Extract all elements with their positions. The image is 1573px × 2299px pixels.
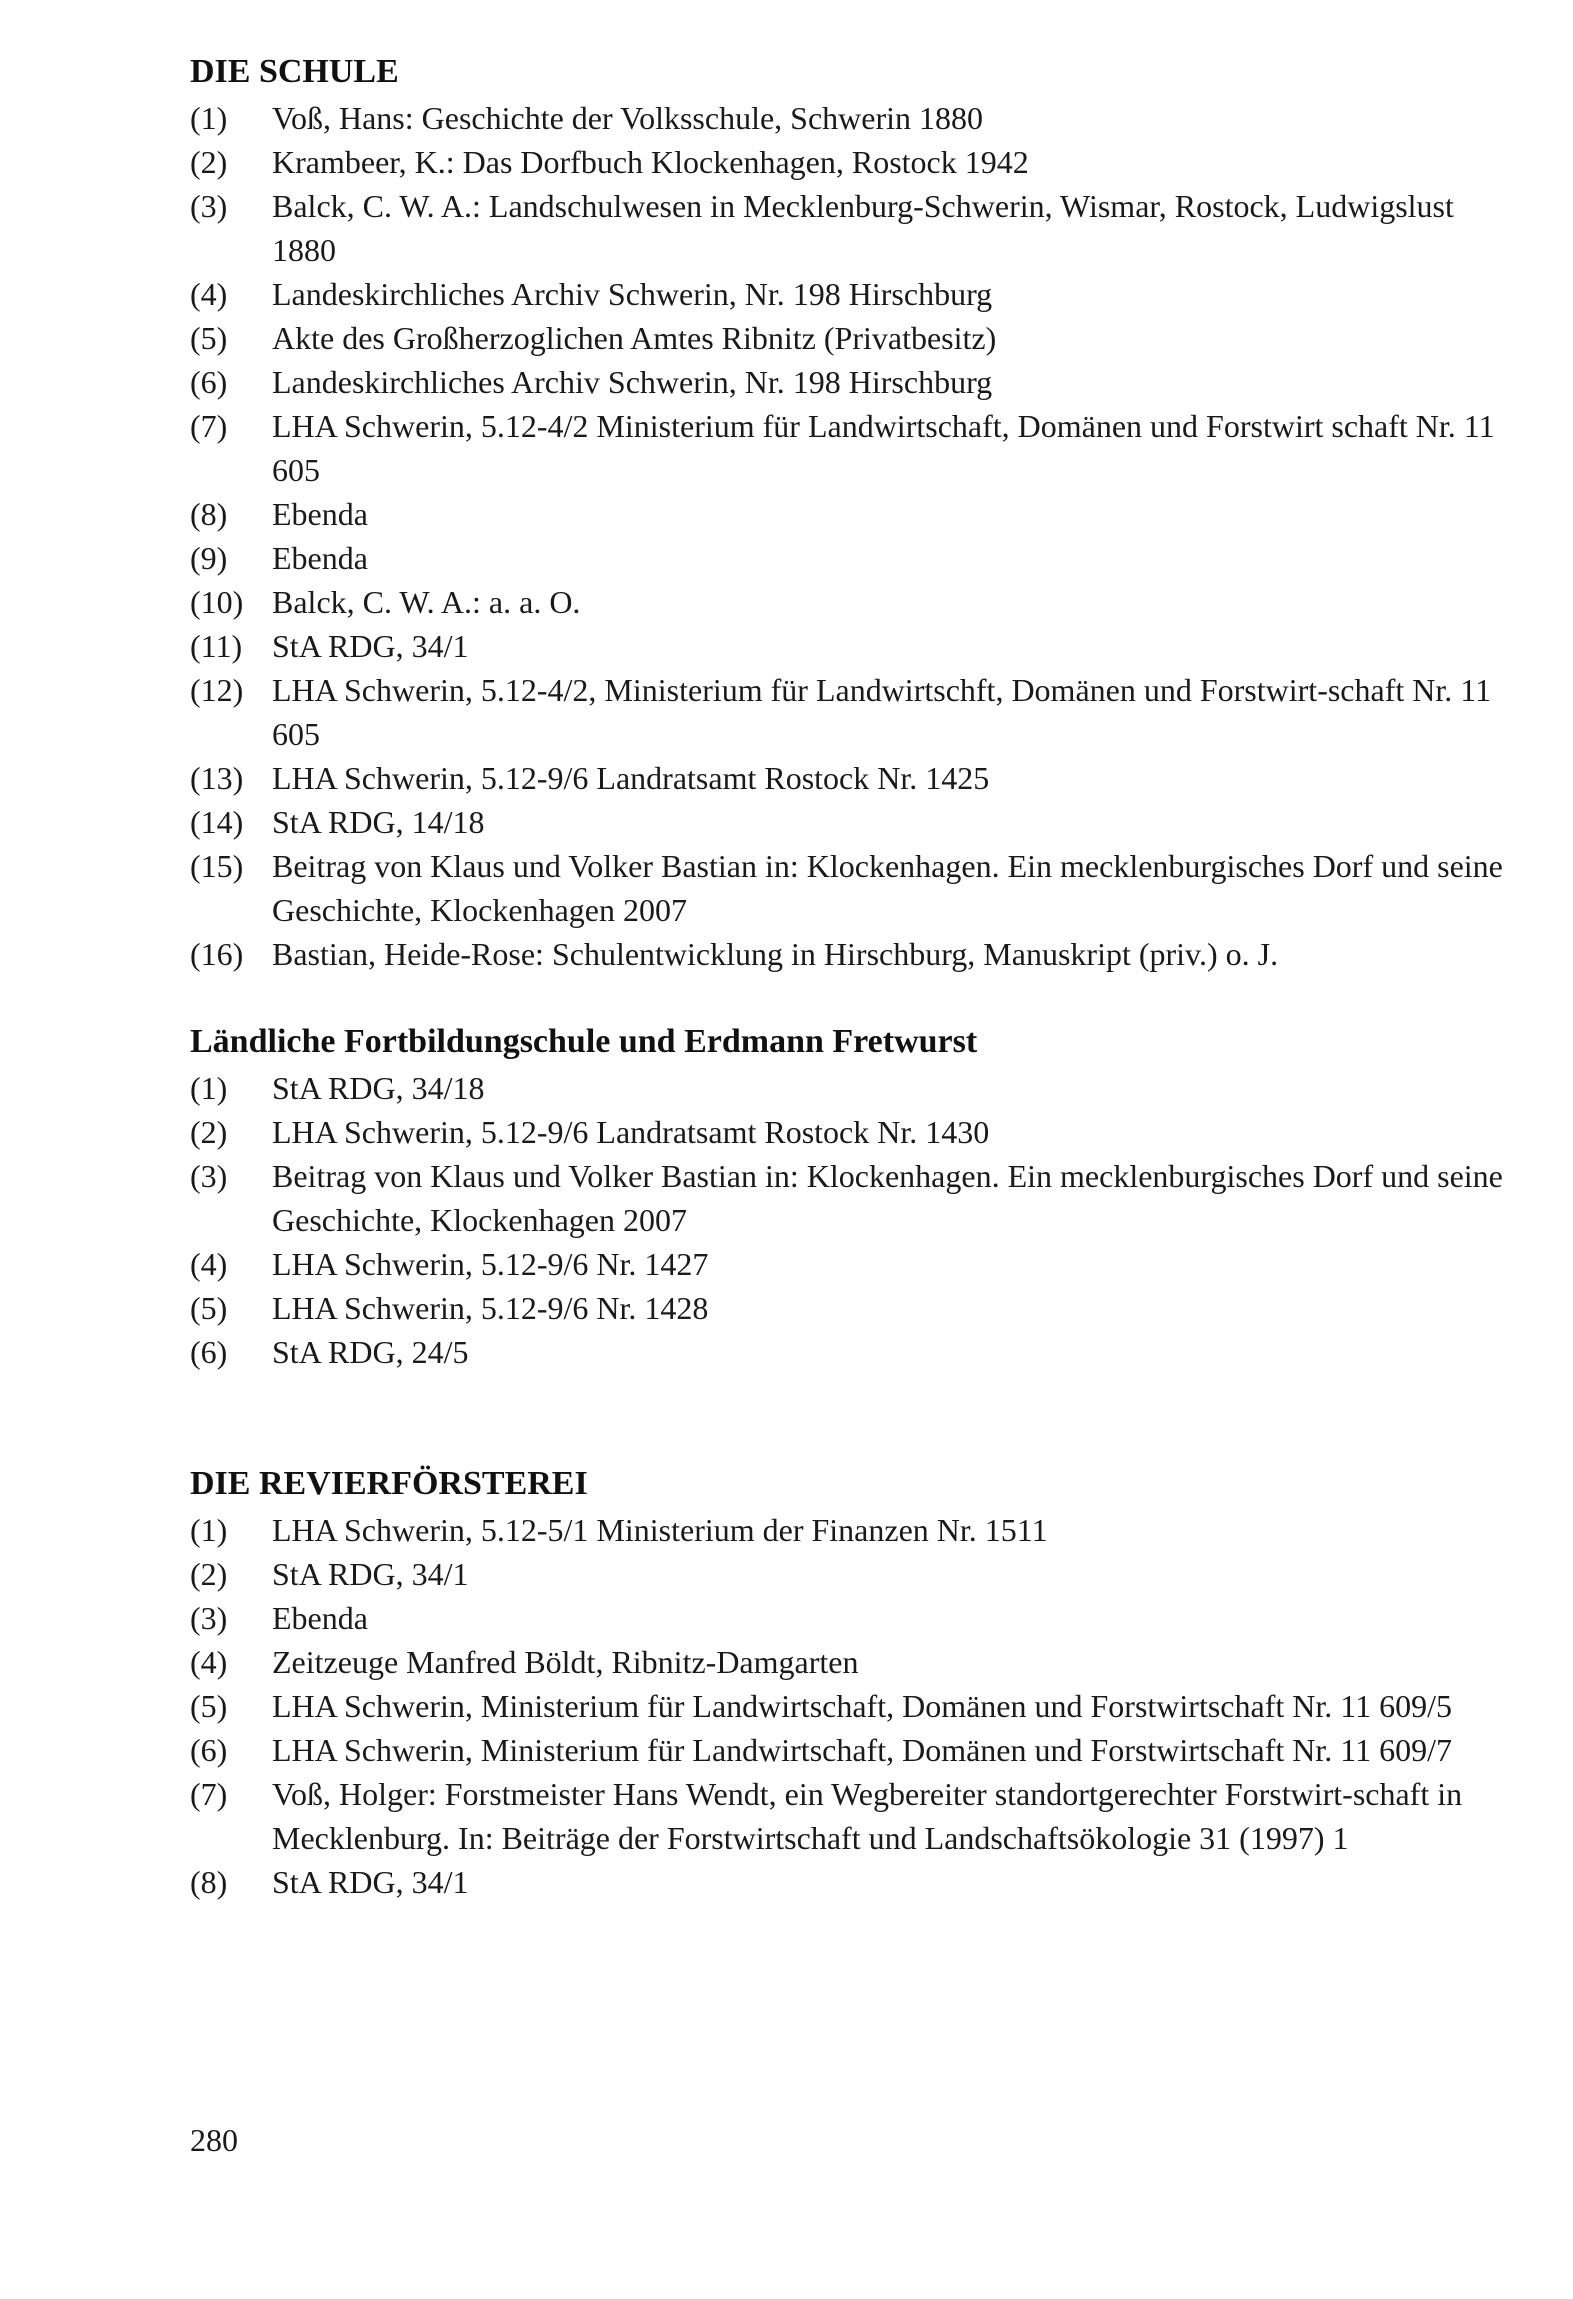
reference-text: LHA Schwerin, 5.12-9/6 Landratsamt Rostock Nr. 1425 [272,760,990,796]
reference-text: LHA Schwerin, 5.12-4/2, Ministerium für Landwirtschft, Domänen und Forstwirt-schaft Nr. 11 605 [272,672,1492,752]
reference-entry [190,932,1510,976]
reference-number: (6) [190,364,228,400]
reference-text: LHA Schwerin, 5.12-9/6 Landratsamt Rostock Nr. 1430 [272,1114,990,1150]
reference-text: Balck, C. W. A.: Landschulwesen in Mecklenburg-Schwerin, Wismar, Rostock, Ludwigslust 1880 [272,188,1454,268]
reference-entry [190,844,1510,932]
reference-text: LHA Schwerin, 5.12-9/6 Nr. 1427 [272,1246,709,1282]
reference-entry [190,756,1510,800]
reference-entry [190,1242,1510,1286]
reference-number: (2) [190,1114,228,1150]
reference-number: (9) [190,540,228,576]
reference-text: Bastian, Heide-Rose: Schulentwicklung in Hirschburg, Manuskript (priv.) o. J. [272,936,1279,972]
reference-entry [190,1640,1510,1684]
reference-entry [190,96,1510,140]
reference-text: Landeskirchliches Archiv Schwerin, Nr. 198 Hirschburg [272,364,993,400]
reference-text: Zeitzeuge Manfred Böldt, Ribnitz-Damgarten [272,1644,859,1680]
reference-entry [190,536,1510,580]
reference-number: (2) [190,144,228,180]
reference-number: (8) [190,1864,228,1900]
reference-number: (13) [190,760,244,796]
reference-text: StA RDG, 14/18 [272,804,485,840]
reference-number: (6) [190,1732,228,1768]
reference-number: (2) [190,1556,228,1592]
reference-entry [190,1596,1510,1640]
reference-entry [190,1772,1510,1860]
reference-number: (4) [190,276,228,312]
reference-number: (15) [190,848,244,884]
reference-number: (1) [190,100,228,136]
section-die-schule [190,50,1510,976]
reference-entry [190,272,1510,316]
reference-text: Voß, Hans: Geschichte der Volksschule, Schwerin 1880 [272,100,984,136]
section-revierfoersterei [190,1462,1510,1904]
reference-number: (16) [190,936,244,972]
page-content [190,50,1510,1904]
reference-entry [190,404,1510,492]
reference-entry [190,1552,1510,1596]
reference-entry [190,1728,1510,1772]
reference-text: Ebenda [272,496,368,532]
reference-text: StA RDG, 34/1 [272,1556,469,1592]
reference-text: Beitrag von Klaus und Volker Bastian in: Klockenhagen. Ein mecklenburgisches Dorf und seine Geschichte, Klockenhagen 2007 [272,1158,1503,1238]
reference-number: (1) [190,1070,228,1106]
reference-text: Beitrag von Klaus und Volker Bastian in: Klockenhagen. Ein mecklenburgisches Dorf und seine Geschichte, Klockenhagen 2007 [272,848,1503,928]
reference-text: Ebenda [272,1600,368,1636]
reference-entry [190,580,1510,624]
section-heading: DIE REVIERFÖRSTEREI [190,1465,588,1502]
reference-entry [190,1154,1510,1242]
reference-entry [190,1286,1510,1330]
reference-entry [190,140,1510,184]
reference-number: (8) [190,496,228,532]
reference-text: StA RDG, 34/18 [272,1070,485,1106]
reference-text: LHA Schwerin, 5.12-9/6 Nr. 1428 [272,1290,709,1326]
section-heading: DIE SCHULE [190,53,399,90]
reference-entry [190,316,1510,360]
reference-text: StA RDG, 34/1 [272,1864,469,1900]
reference-text: Krambeer, K.: Das Dorfbuch Klockenhagen, Rostock 1942 [272,144,1029,180]
reference-number: (12) [190,672,244,708]
reference-number: (5) [190,1688,228,1724]
reference-text: Ebenda [272,540,368,576]
reference-entry [190,800,1510,844]
reference-text: Voß, Holger: Forstmeister Hans Wendt, ein Wegbereiter standortgerechter Forstwirt-schaft in Mecklenburg. In: Beiträge der Forstwirtschaft und Landschaftsökologie 31 (1997) 1 [272,1776,1463,1856]
reference-entry [190,1684,1510,1728]
page-number: 280 [190,2122,238,2158]
reference-entry [190,1860,1510,1904]
reference-number: (3) [190,188,228,224]
reference-number: (11) [190,628,243,664]
reference-entry [190,360,1510,404]
reference-number: (5) [190,1290,228,1326]
reference-entry [190,668,1510,756]
reference-text: Balck, C. W. A.: a. a. O. [272,584,581,620]
reference-text: Akte des Großherzoglichen Amtes Ribnitz (Privatbesitz) [272,320,997,356]
reference-text: LHA Schwerin, 5.12-4/2 Ministerium für Landwirtschaft, Domänen und Forstwirt schaft Nr. 11 605 [272,408,1495,488]
section-heading: Ländliche Fortbildungschule und Erdmann Fretwurst [190,1023,978,1060]
reference-text: LHA Schwerin, Ministerium für Landwirtschaft, Domänen und Forstwirtschaft Nr. 11 609/7 [272,1732,1452,1768]
reference-entry [190,1110,1510,1154]
reference-number: (7) [190,408,228,444]
reference-number: (7) [190,1776,228,1812]
reference-number: (6) [190,1334,228,1370]
reference-text: StA RDG, 34/1 [272,628,469,664]
reference-entry [190,1508,1510,1552]
reference-text: StA RDG, 24/5 [272,1334,469,1370]
reference-number: (3) [190,1158,228,1194]
reference-text: LHA Schwerin, Ministerium für Landwirtschaft, Domänen und Forstwirtschaft Nr. 11 609/5 [272,1688,1452,1724]
reference-entry [190,624,1510,668]
reference-entry [190,492,1510,536]
reference-number: (14) [190,804,244,840]
reference-entry [190,1066,1510,1110]
reference-number: (10) [190,584,244,620]
reference-number: (4) [190,1246,228,1282]
reference-entry [190,184,1510,272]
reference-text: Landeskirchliches Archiv Schwerin, Nr. 198 Hirschburg [272,276,993,312]
reference-number: (3) [190,1600,228,1636]
reference-entry [190,1330,1510,1374]
section-fortbildungschule [190,1020,1510,1374]
reference-text: LHA Schwerin, 5.12-5/1 Ministerium der Finanzen Nr. 1511 [272,1512,1048,1548]
reference-number: (1) [190,1512,228,1548]
reference-number: (5) [190,320,228,356]
reference-number: (4) [190,1644,228,1680]
